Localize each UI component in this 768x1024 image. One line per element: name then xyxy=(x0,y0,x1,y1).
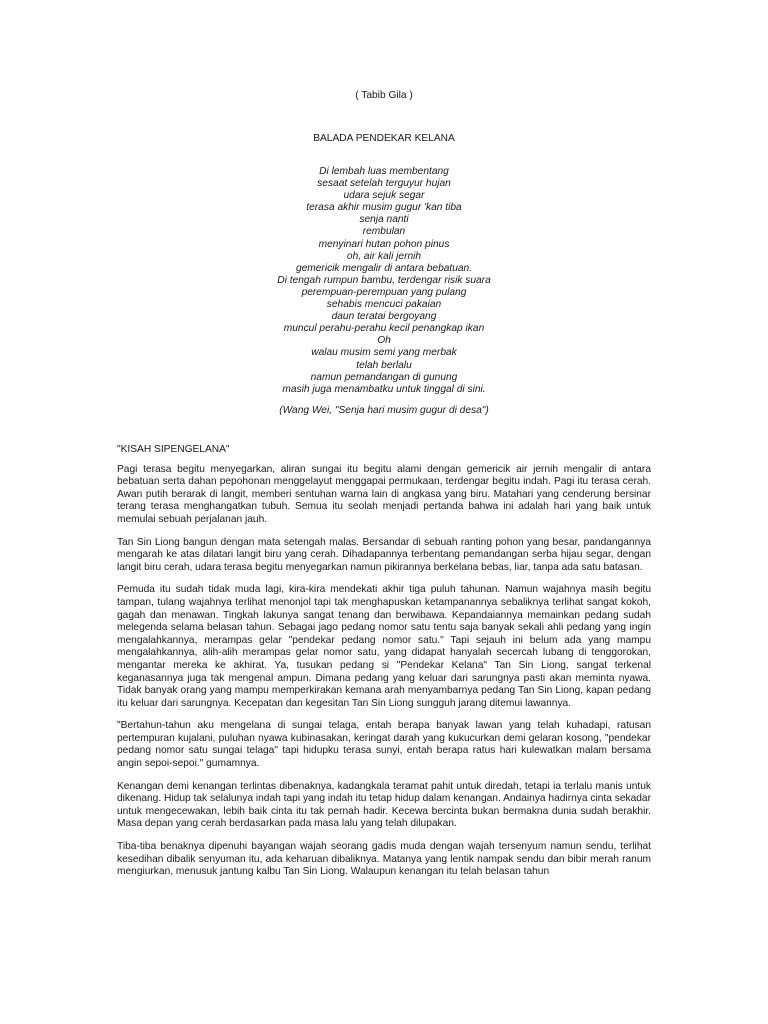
poem xyxy=(0,166,768,396)
poem-line: namun pemandangan di gunung xyxy=(310,371,458,383)
poem-line: oh, air kali jernih xyxy=(346,250,422,262)
paragraph: Pagi terasa begitu menyegarkan, aliran sungai itu begitu alami dengan gemericik air jernih mengalir di antara bebatuan serta dahan pepohonan menggelayut menggapai permukaan, terdengar begitu indah. Pagi itu terasa cerah. Awan putih berarak di langit, memberi sentuhan warna lain di angkasa yang biru. Matahari yang cenderung bersinar terang terasa menghangatkan tubuh. Semua itu seolah menjadi pertanda bahwa ini adalah hari yang baik untuk memulai sebuah perjalanan jauh. xyxy=(117,463,651,525)
author-line: ( Tabib Gila ) xyxy=(355,90,413,101)
section-heading: "KISAH SIPENGELANA" xyxy=(117,444,230,455)
poem-line: Di lembah luas membentang xyxy=(319,166,449,177)
poem-line: rembulan xyxy=(362,226,406,238)
poem-line: masih juga menambatku untuk tinggal di sini. xyxy=(282,383,486,395)
poem-line: sehabis mencuci pakaian xyxy=(326,299,442,311)
poem-line: perempuan-perempuan yang pulang xyxy=(301,286,467,298)
poem-line: gemericik mengalir di antara bebatuan. xyxy=(295,262,473,274)
poem-credit: (Wang Wei, "Senja hari musim gugur di desa") xyxy=(279,405,489,416)
poem-line: udara sejuk segar xyxy=(343,190,425,202)
poem-line: Di tengah rumpun bambu, terdengar risik suara xyxy=(277,274,491,286)
poem-line: menyinari hutan pohon pinus xyxy=(318,238,450,250)
paragraph: "Bertahun-tahun aku mengelana di sungai telaga, entah berapa banyak lawan yang telah kuhadapi, ratusan pertempuran kujalani, puluhan nyawa kubinasakan, keringat darah yang kukucurkan demi gelaran kosong, "pendekar pedang nomor satu sungai telaga" tapi hidupku terasa sunyi, entah berapa ratus hari kulewatkan malam bersama angin sepoi-sepoi." gumamnya. xyxy=(117,720,651,770)
paragraph: Tiba-tiba benaknya dipenuhi bayangan wajah seorang gadis muda dengan wajah tersenyum namun sendu, terlihat kesedihan dibalik senyuman itu, ada keharuan dibaliknya. Matanya yang lentik nampak sendu dan bibir merah ranum mengiurkan, menusuk jantung kalbu Tan Sin Liong. Walaupun kenangan itu telah belasan tahun xyxy=(117,841,651,878)
poem-line: Oh xyxy=(377,335,391,347)
story-body xyxy=(117,444,651,889)
poem-line: walau musim semi yang merbak xyxy=(311,347,457,359)
document-title: BALADA PENDEKAR KELANA xyxy=(313,133,455,144)
poem-line: muncul perahu-perahu kecil penangkap ikan xyxy=(283,323,485,335)
paragraph: Tan Sin Liong bangun dengan mata setengah malas. Bersandar di sebuah ranting pohon yang besar, pandangannya mengarah ke atas dilatari langit biru yang cerah. Dihadapannya terbentang pemandangan serba hijau segar, dengan langit biru cerah, udara terasa begitu menyegarkan namun pikirannya berkelana bebas, liar, tanpa ada satu batasan. xyxy=(117,536,651,573)
poem-line: sesaat setelah terguyur hujan xyxy=(317,178,451,190)
poem-line: senja nanti xyxy=(359,214,409,226)
poem-line: daun teratai bergoyang xyxy=(331,311,437,323)
paragraph: Pemuda itu sudah tidak muda lagi, kira-kira mendekati akhir tiga puluh tahunan. Namun wajahnya masih begitu tampan, tulang wajahnya terlihat menonjol tapi tak menghapuskan ketampanannya sebaliknya terlihat sangat kokoh, gagah dan menawan. Tingkah lakunya sangat tenang dan berwibawa. Kepandaiannya memainkan pedang sudah melegenda selama belasan tahun. Sebagai jago pedang nomor satu tentu saja banyak sekali ahli pedang yang ingin mengalahkannya, merampas gelar "pendekar pedang nomor satu." Tapi sejauh ini belum ada yang mampu mengalahkannya, alih-alih merampas gelar nomor satu, yang didapat hanyalah secercah lubang di tenggorokan, mengantar mereka ke akhirat. Ya, tusukan pedang si "Pendekar Kelana" Tan Sin Liong, sangat terkenal keganasannya juga tak mengenal ampun. Dimana pedang yang keluar dari sarungnya pasti akan meminta nyawa. Tidak banyak orang yang mampu memperkirakan kemana arah menyambarnya pedang Tan Sin Liong, kapan pedang itu keluar dari sarungnya. Kecepatan dan kegesitan Tan Sin Liong sungguh jarang ditemui lawannya. xyxy=(117,584,651,709)
paragraph: Kenangan demi kenangan terlintas dibenaknya, kadangkala teramat pahit untuk diredah, tetapi ia terlalu manis untuk dikenang. Hidup tak selalunya indah tapi yang indah itu tetap hidup dalam kenangan. Andainya hadirnya cinta sekadar untuk mengecewakan, lebih baik cinta itu tak pernah hadir. Kecewa bercinta bukan bermakna dunia sudah berakhir. Masa depan yang cerah berdasarkan pada masa lalu yang telah dilupakan. xyxy=(117,780,651,830)
poem-line: terasa akhir musim gugur 'kan tiba xyxy=(306,202,462,214)
poem-line: telah berlalu xyxy=(356,359,412,371)
